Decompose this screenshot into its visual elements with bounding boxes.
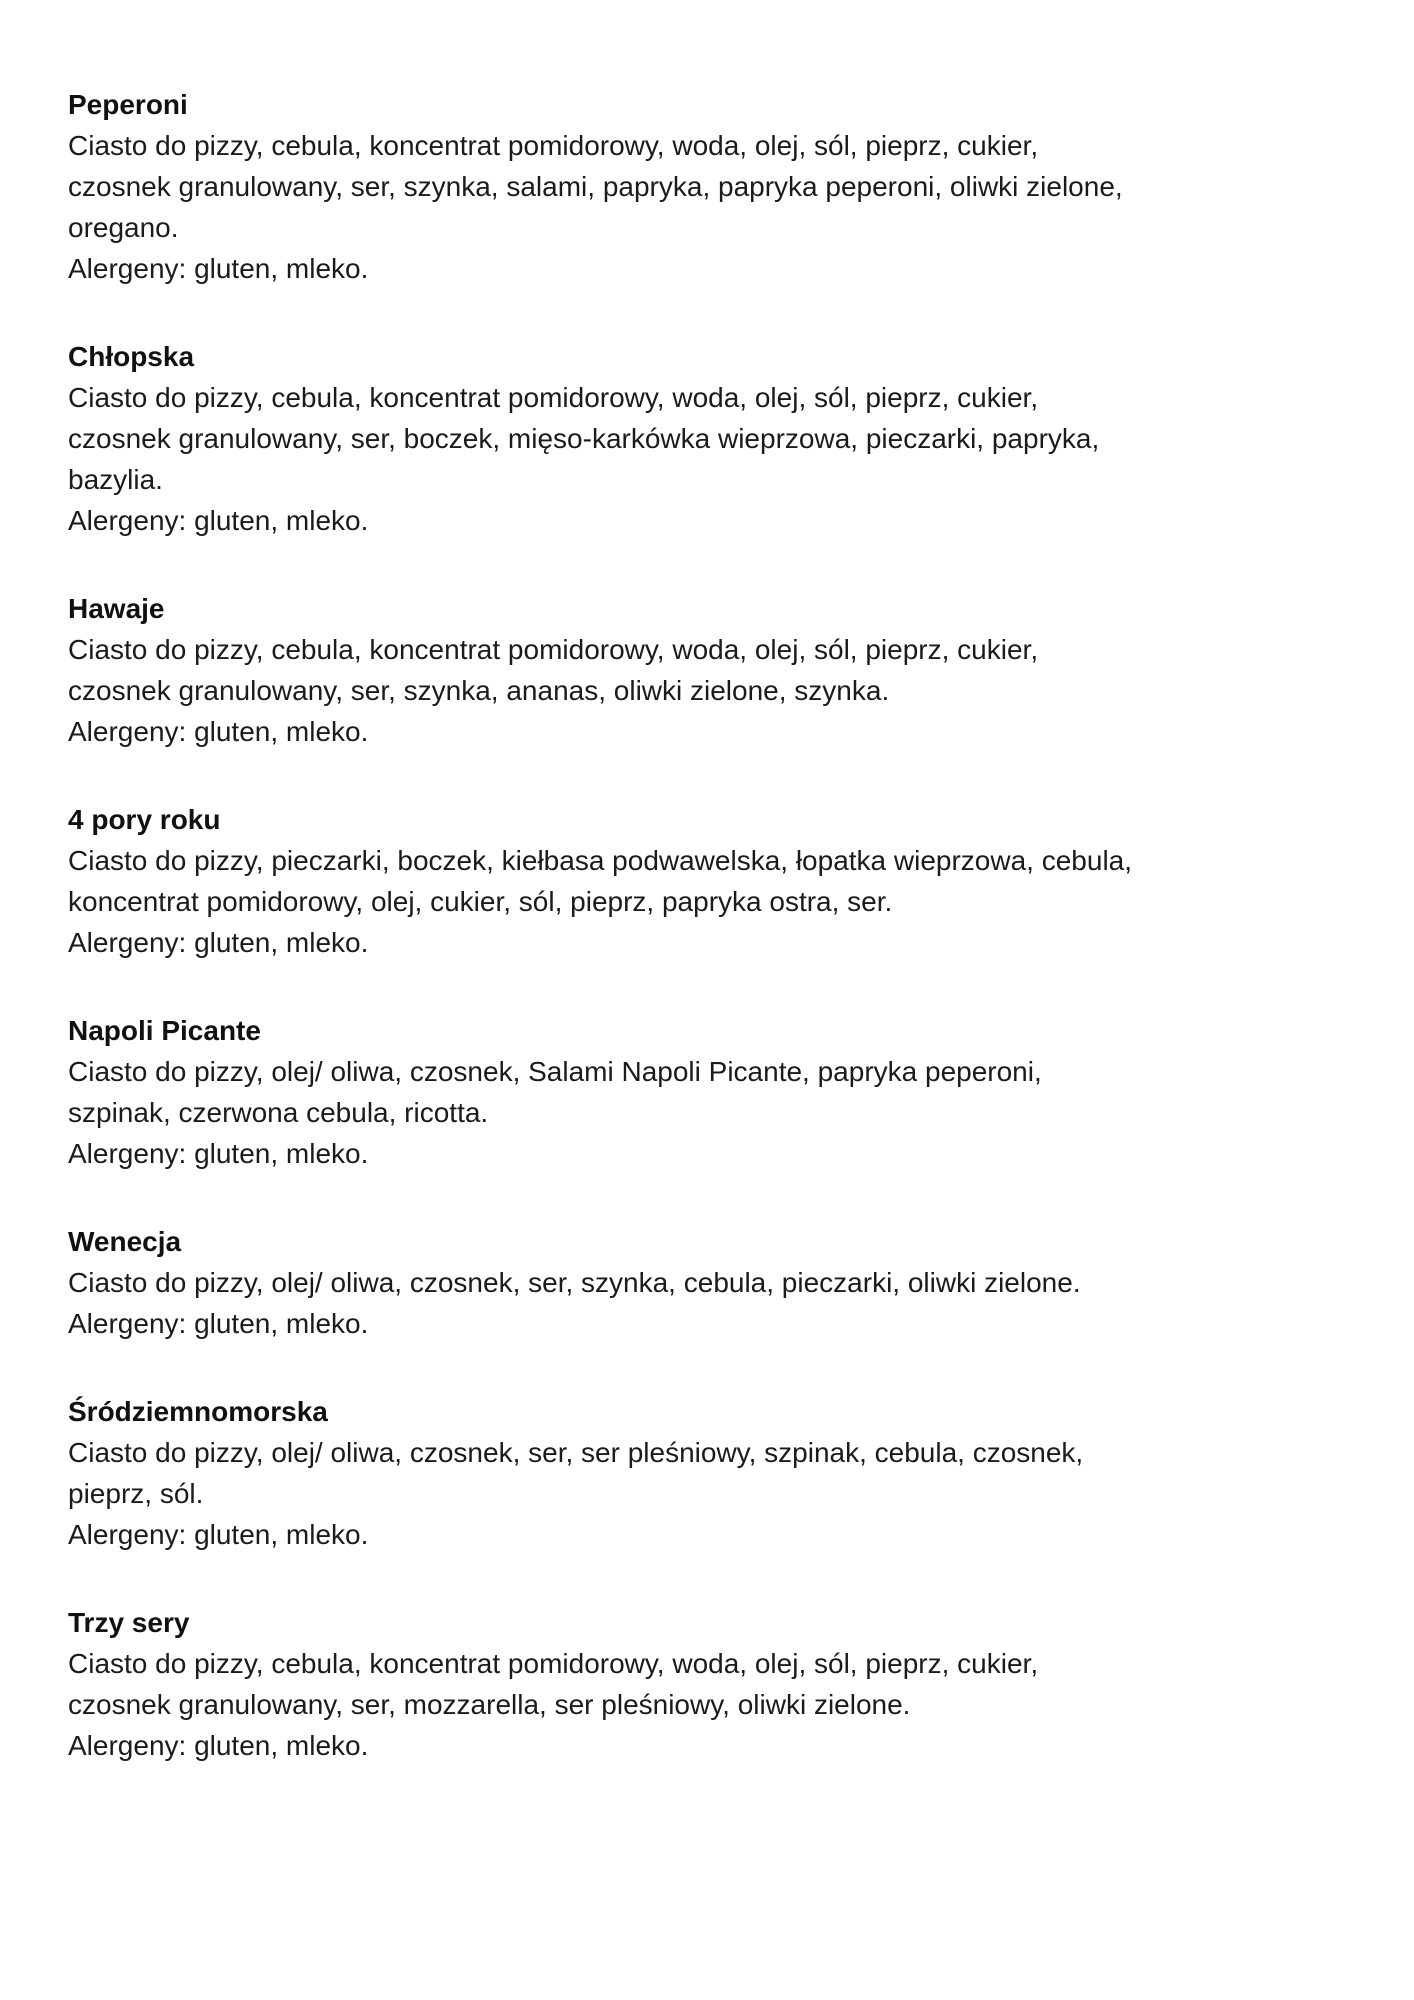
pizza-section <box>68 1010 1354 1174</box>
ingredient-line: szpinak, czerwona cebula, ricotta. <box>68 1097 489 1128</box>
pizza-title: Wenecja <box>68 1226 182 1257</box>
pizza-title: Napoli Picante <box>68 1015 261 1046</box>
pizza-title: Peperoni <box>68 89 188 120</box>
pizza-ingredients <box>68 629 1354 711</box>
pizza-allergens: Alergeny: gluten, mleko. <box>68 716 369 747</box>
pizza-allergens: Alergeny: gluten, mleko. <box>68 253 369 284</box>
pizza-allergens: Alergeny: gluten, mleko. <box>68 927 369 958</box>
pizza-title: Chłopska <box>68 341 195 372</box>
menu-sections <box>68 84 1354 1766</box>
pizza-ingredients <box>68 377 1354 500</box>
ingredient-line: oregano. <box>68 212 179 243</box>
pizza-ingredients <box>68 125 1354 248</box>
ingredient-line: Ciasto do pizzy, cebula, koncentrat pomidorowy, woda, olej, sól, pieprz, cukier, <box>68 634 1039 665</box>
ingredient-line: Ciasto do pizzy, olej/ oliwa, czosnek, ser, szynka, cebula, pieczarki, oliwki zielone. <box>68 1267 1081 1298</box>
ingredient-line: czosnek granulowany, ser, mozzarella, ser pleśniowy, oliwki zielone. <box>68 1689 911 1720</box>
pizza-title: Trzy sery <box>68 1607 190 1638</box>
pizza-allergens: Alergeny: gluten, mleko. <box>68 1519 369 1550</box>
ingredient-line: czosnek granulowany, ser, boczek, mięso-karkówka wieprzowa, pieczarki, papryka, <box>68 423 1100 454</box>
pizza-section <box>68 799 1354 963</box>
ingredient-line: czosnek granulowany, ser, szynka, ananas, oliwki zielone, szynka. <box>68 675 890 706</box>
pizza-section <box>68 588 1354 752</box>
pizza-section <box>68 1391 1354 1555</box>
pizza-title: 4 pory roku <box>68 804 221 835</box>
pizza-section <box>68 1602 1354 1766</box>
pizza-ingredients <box>68 840 1354 922</box>
pizza-ingredients <box>68 1262 1354 1303</box>
ingredient-line: Ciasto do pizzy, cebula, koncentrat pomidorowy, woda, olej, sól, pieprz, cukier, <box>68 130 1039 161</box>
pizza-section <box>68 336 1354 541</box>
ingredient-line: koncentrat pomidorowy, olej, cukier, sól, pieprz, papryka ostra, ser. <box>68 886 893 917</box>
ingredient-line: Ciasto do pizzy, olej/ oliwa, czosnek, Salami Napoli Picante, papryka peperoni, <box>68 1056 1042 1087</box>
pizza-section <box>68 84 1354 289</box>
ingredient-line: Ciasto do pizzy, cebula, koncentrat pomidorowy, woda, olej, sól, pieprz, cukier, <box>68 1648 1039 1679</box>
pizza-allergens: Alergeny: gluten, mleko. <box>68 505 369 536</box>
pizza-ingredients <box>68 1432 1354 1514</box>
ingredient-line: Ciasto do pizzy, pieczarki, boczek, kiełbasa podwawelska, łopatka wieprzowa, cebula, <box>68 845 1133 876</box>
ingredient-line: Ciasto do pizzy, olej/ oliwa, czosnek, ser, ser pleśniowy, szpinak, cebula, czosnek, <box>68 1437 1084 1468</box>
pizza-ingredients <box>68 1051 1354 1133</box>
pizza-title: Hawaje <box>68 593 165 624</box>
pizza-ingredients <box>68 1643 1354 1725</box>
ingredient-line: pieprz, sól. <box>68 1478 204 1509</box>
ingredient-line: bazylia. <box>68 464 163 495</box>
pizza-section <box>68 1221 1354 1344</box>
pizza-allergens: Alergeny: gluten, mleko. <box>68 1730 369 1761</box>
pizza-allergens: Alergeny: gluten, mleko. <box>68 1308 369 1339</box>
ingredient-line: czosnek granulowany, ser, szynka, salami, papryka, papryka peperoni, oliwki zielone, <box>68 171 1123 202</box>
ingredient-line: Ciasto do pizzy, cebula, koncentrat pomidorowy, woda, olej, sól, pieprz, cukier, <box>68 382 1039 413</box>
pizza-title: Śródziemnomorska <box>68 1396 328 1427</box>
pizza-allergens: Alergeny: gluten, mleko. <box>68 1138 369 1169</box>
